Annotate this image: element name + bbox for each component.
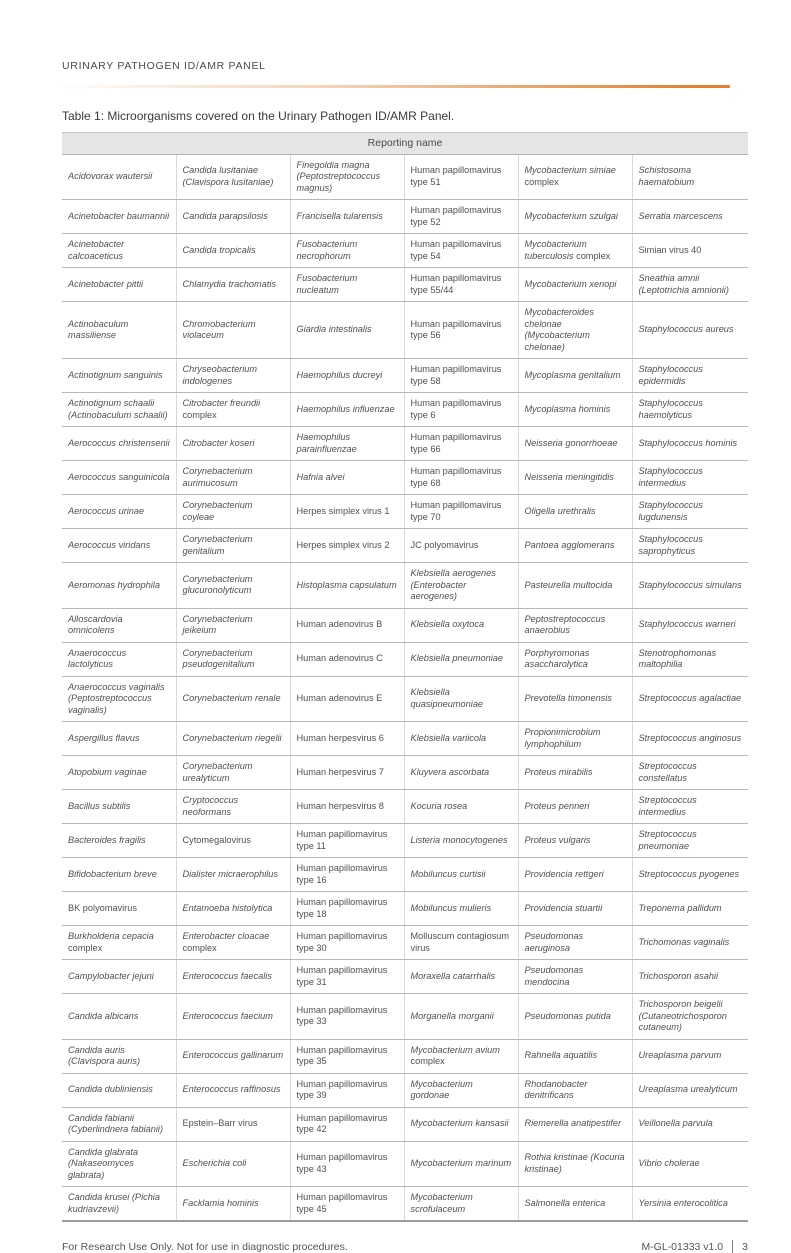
table-row	[62, 608, 748, 642]
organism-cell: Klebsiella variicola	[404, 722, 518, 756]
organism-cell: Neisseria meningitidis	[518, 461, 632, 495]
table-row	[62, 1187, 748, 1222]
organism-cell: Prevotella timonensis	[518, 676, 632, 722]
organism-cell: Human adenovirus C	[290, 642, 404, 676]
organism-cell: Listeria monocytogenes	[404, 824, 518, 858]
organism-cell: Human papillomavirus type 58	[404, 359, 518, 393]
organism-cell: Human papillomavirus type 33	[290, 994, 404, 1040]
organism-cell: Streptococcus pyogenes	[632, 858, 748, 892]
organism-cell: Actinobaculum massiliense	[62, 302, 176, 359]
table-row	[62, 926, 748, 960]
table-header-row	[62, 132, 748, 154]
organism-cell: Francisella tularensis	[290, 200, 404, 234]
page-footer	[62, 1240, 748, 1253]
organism-cell: Escherichia coli	[176, 1141, 290, 1187]
organism-cell: Human papillomavirus type 11	[290, 824, 404, 858]
organism-cell: Citrobacter freundii complex	[176, 393, 290, 427]
organism-cell: Histoplasma capsulatum	[290, 563, 404, 609]
footer-right	[641, 1240, 748, 1253]
organism-cell: Acinetobacter baumannii	[62, 200, 176, 234]
organism-cell: Corynebacterium riegelii	[176, 722, 290, 756]
organism-cell: Klebsiella pneumoniae	[404, 642, 518, 676]
organism-cell: Trichomonas vaginalis	[632, 926, 748, 960]
organism-cell: Actinotignum schaalii (Actinobaculum schaalii)	[62, 393, 176, 427]
organism-cell: Mycobacterium scrofulaceum	[404, 1187, 518, 1222]
organism-cell: Human papillomavirus type 43	[290, 1141, 404, 1187]
organism-cell: JC polyomavirus	[404, 529, 518, 563]
organism-cell: Moraxella catarrhalis	[404, 960, 518, 994]
table-row	[62, 200, 748, 234]
organism-cell: Corynebacterium jeikeium	[176, 608, 290, 642]
document-header-title: URINARY PATHOGEN ID/AMR PANEL	[62, 60, 266, 72]
organism-cell: Human papillomavirus type 6	[404, 393, 518, 427]
organism-cell: Candida albicans	[62, 994, 176, 1040]
organism-cell: Stenotrophomonas maltophilia	[632, 642, 748, 676]
table-caption: Table 1: Microorganisms covered on the Urinary Pathogen ID/AMR Panel.	[62, 108, 455, 123]
organism-cell: Human herpesvirus 8	[290, 790, 404, 824]
organism-cell: Staphylococcus intermedius	[632, 461, 748, 495]
organism-cell: Human papillomavirus type 16	[290, 858, 404, 892]
organism-cell: Proteus mirabilis	[518, 756, 632, 790]
table-row	[62, 563, 748, 609]
organism-cell: Corynebacterium pseudogenitalium	[176, 642, 290, 676]
organism-cell: Aspergillus flavus	[62, 722, 176, 756]
accent-rule-divider	[62, 85, 730, 88]
organism-cell: Candida auris (Clavispora auris)	[62, 1039, 176, 1073]
footer-disclaimer: For Research Use Only. Not for use in diagnostic procedures.	[62, 1240, 348, 1253]
organism-cell: Cytomegalovirus	[176, 824, 290, 858]
organism-cell: Enterococcus raffinosus	[176, 1073, 290, 1107]
organism-cell: Fusobacterium nucleatum	[290, 268, 404, 302]
organism-cell: Enterobacter cloacae complex	[176, 926, 290, 960]
organism-cell: Human papillomavirus type 54	[404, 234, 518, 268]
organism-cell: Staphylococcus lugdunensis	[632, 495, 748, 529]
organism-cell: Acidovorax wautersii	[62, 154, 176, 200]
organism-cell: Enterococcus faecalis	[176, 960, 290, 994]
organism-cell: Mycobacteroides chelonae (Mycobacterium chelonae)	[518, 302, 632, 359]
organism-cell: Campylobacter jejuni	[62, 960, 176, 994]
table-row	[62, 722, 748, 756]
organism-cell: Morganella morganii	[404, 994, 518, 1040]
organism-cell: Rhodanobacter denitrificans	[518, 1073, 632, 1107]
table-row	[62, 154, 748, 200]
organism-cell: Kocuria rosea	[404, 790, 518, 824]
organism-cell: Yersinia enterocolitica	[632, 1187, 748, 1222]
organism-cell: Human papillomavirus type 42	[290, 1107, 404, 1141]
organism-cell: Mobiluncus curtisii	[404, 858, 518, 892]
organism-cell: Acinetobacter calcoaceticus	[62, 234, 176, 268]
organism-cell: Human adenovirus B	[290, 608, 404, 642]
organism-cell: Mycoplasma hominis	[518, 393, 632, 427]
organism-cell: BK polyomavirus	[62, 892, 176, 926]
organism-cell: Acinetobacter pittii	[62, 268, 176, 302]
organism-cell: Ureaplasma parvum	[632, 1039, 748, 1073]
organism-cell: Mycobacterium gordonae	[404, 1073, 518, 1107]
organism-cell: Veillonella parvula	[632, 1107, 748, 1141]
organism-cell: Human papillomavirus type 70	[404, 495, 518, 529]
organism-cell: Enterococcus gallinarum	[176, 1039, 290, 1073]
organism-cell: Human papillomavirus type 30	[290, 926, 404, 960]
organism-cell: Treponema pallidum	[632, 892, 748, 926]
organism-cell: Facklamia hominis	[176, 1187, 290, 1222]
organism-cell: Proteus penneri	[518, 790, 632, 824]
organism-cell: Staphylococcus simulans	[632, 563, 748, 609]
organism-cell: Streptococcus anginosus	[632, 722, 748, 756]
organism-cell: Streptococcus pneumoniae	[632, 824, 748, 858]
organism-cell: Enterococcus faecium	[176, 994, 290, 1040]
table-row	[62, 790, 748, 824]
organism-cell: Bifidobacterium breve	[62, 858, 176, 892]
organism-cell: Bacillus subtilis	[62, 790, 176, 824]
organism-cell: Human herpesvirus 7	[290, 756, 404, 790]
organism-cell: Rahnella aquatilis	[518, 1039, 632, 1073]
organism-cell: Anaerococcus lactolyticus	[62, 642, 176, 676]
organism-cell: Pantoea agglomerans	[518, 529, 632, 563]
table-row	[62, 756, 748, 790]
organism-cell: Mycobacterium marinum	[404, 1141, 518, 1187]
organism-cell: Mycobacterium tuberculosis complex	[518, 234, 632, 268]
organism-cell: Schistosoma haematobium	[632, 154, 748, 200]
table-row	[62, 359, 748, 393]
organism-cell: Staphylococcus warneri	[632, 608, 748, 642]
table-row	[62, 1039, 748, 1073]
table-row	[62, 393, 748, 427]
organism-cell: Burkholderia cepacia complex	[62, 926, 176, 960]
organism-cell: Haemophilus parainfluenzae	[290, 427, 404, 461]
table-row	[62, 234, 748, 268]
organism-cell: Human papillomavirus type 52	[404, 200, 518, 234]
organism-cell: Oligella urethralis	[518, 495, 632, 529]
organism-cell: Klebsiella aerogenes (Enterobacter aerogenes)	[404, 563, 518, 609]
table-row	[62, 529, 748, 563]
organism-cell: Staphylococcus epidermidis	[632, 359, 748, 393]
table-row	[62, 642, 748, 676]
organism-cell: Ureaplasma urealyticum	[632, 1073, 748, 1107]
organism-cell: Human papillomavirus type 56	[404, 302, 518, 359]
organism-cell: Corynebacterium coyleae	[176, 495, 290, 529]
footer-page-number: 3	[742, 1240, 748, 1253]
organism-cell: Streptococcus agalactiae	[632, 676, 748, 722]
organism-cell: Mycobacterium simiae complex	[518, 154, 632, 200]
table-row	[62, 427, 748, 461]
organism-cell: Human papillomavirus type 68	[404, 461, 518, 495]
organism-cell: Corynebacterium urealyticum	[176, 756, 290, 790]
microorganism-table	[62, 132, 748, 1223]
organism-cell: Riemerella anatipestifer	[518, 1107, 632, 1141]
organism-cell: Anaerococcus vaginalis (Peptostreptococcus vaginalis)	[62, 676, 176, 722]
organism-cell: Simian virus 40	[632, 234, 748, 268]
table-row	[62, 676, 748, 722]
organism-cell: Human papillomavirus type 31	[290, 960, 404, 994]
organism-cell: Human adenovirus E	[290, 676, 404, 722]
organism-cell: Mobiluncus mulieris	[404, 892, 518, 926]
organism-cell: Aerococcus urinae	[62, 495, 176, 529]
organism-cell: Candida krusei (Pichia kudriavzevii)	[62, 1187, 176, 1222]
organism-cell: Kluyvera ascorbata	[404, 756, 518, 790]
organism-cell: Candida dubliniensis	[62, 1073, 176, 1107]
organism-cell: Providencia rettgeri	[518, 858, 632, 892]
organism-cell: Klebsiella oxytoca	[404, 608, 518, 642]
organism-cell: Staphylococcus hominis	[632, 427, 748, 461]
organism-cell: Staphylococcus saprophyticus	[632, 529, 748, 563]
organism-cell: Bacteroides fragilis	[62, 824, 176, 858]
organism-cell: Peptostreptococcus anaerobius	[518, 608, 632, 642]
organism-cell: Providencia stuartii	[518, 892, 632, 926]
organism-cell: Mycobacterium avium complex	[404, 1039, 518, 1073]
organism-cell: Streptococcus intermedius	[632, 790, 748, 824]
organism-cell: Hafnia alvei	[290, 461, 404, 495]
organism-cell: Cryptococcus neoformans	[176, 790, 290, 824]
organism-cell: Candida fabianii (Cyberlindnera fabianii)	[62, 1107, 176, 1141]
organism-cell: Actinotignum sanguinis	[62, 359, 176, 393]
organism-cell: Streptococcus constellatus	[632, 756, 748, 790]
organism-cell: Corynebacterium glucuronolyticum	[176, 563, 290, 609]
organism-cell: Molluscum contagiosum virus	[404, 926, 518, 960]
organism-cell: Aeromonas hydrophila	[62, 563, 176, 609]
table-row	[62, 1073, 748, 1107]
organism-cell: Mycobacterium szulgai	[518, 200, 632, 234]
organism-cell: Candida tropicalis	[176, 234, 290, 268]
organism-cell: Proteus vulgaris	[518, 824, 632, 858]
organism-cell: Human herpesvirus 6	[290, 722, 404, 756]
organism-cell: Herpes simplex virus 2	[290, 529, 404, 563]
table-row	[62, 268, 748, 302]
organism-cell: Human papillomavirus type 45	[290, 1187, 404, 1222]
organism-cell: Mycobacterium xenopi	[518, 268, 632, 302]
table-row	[62, 302, 748, 359]
footer-doc-code: M-GL-01333 v1.0	[641, 1240, 724, 1253]
organism-cell: Corynebacterium genitalium	[176, 529, 290, 563]
organism-cell: Alloscardovia omnicolens	[62, 608, 176, 642]
organism-cell: Trichosporon beigelii (Cutaneotrichosporon cutaneum)	[632, 994, 748, 1040]
organism-cell: Pseudomonas mendocina	[518, 960, 632, 994]
organism-cell: Human papillomavirus type 51	[404, 154, 518, 200]
organism-cell: Aerococcus sanguinicola	[62, 461, 176, 495]
organism-cell: Human papillomavirus type 66	[404, 427, 518, 461]
organism-cell: Human papillomavirus type 39	[290, 1073, 404, 1107]
table-row	[62, 994, 748, 1040]
organism-cell: Haemophilus influenzae	[290, 393, 404, 427]
organism-cell: Corynebacterium renale	[176, 676, 290, 722]
organism-cell: Serratia marcescens	[632, 200, 748, 234]
organism-cell: Corynebacterium aurimucosum	[176, 461, 290, 495]
organism-cell: Atopobium vaginae	[62, 756, 176, 790]
organism-cell: Giardia intestinalis	[290, 302, 404, 359]
organism-cell: Porphyromonas asaccharolytica	[518, 642, 632, 676]
table-row	[62, 858, 748, 892]
table-row	[62, 892, 748, 926]
table-row	[62, 960, 748, 994]
organism-cell: Chlamydia trachomatis	[176, 268, 290, 302]
organism-cell: Salmonella enterica	[518, 1187, 632, 1222]
organism-cell: Finegoldia magna (Peptostreptococcus magnus)	[290, 154, 404, 200]
organism-cell: Sneathia amnii (Leptotrichia amnionii)	[632, 268, 748, 302]
table-row	[62, 495, 748, 529]
table-row	[62, 1107, 748, 1141]
organism-cell: Pseudomonas putida	[518, 994, 632, 1040]
organism-cell: Candida parapsilosis	[176, 200, 290, 234]
organism-cell: Staphylococcus aureus	[632, 302, 748, 359]
organism-cell: Candida glabrata (Nakaseomyces glabrata)	[62, 1141, 176, 1187]
organism-cell: Human papillomavirus type 55/44	[404, 268, 518, 302]
reporting-name-header: Reporting name	[62, 132, 748, 154]
organism-cell: Vibrio cholerae	[632, 1141, 748, 1187]
organism-cell: Pseudomonas aeruginosa	[518, 926, 632, 960]
organism-cell: Mycoplasma genitalium	[518, 359, 632, 393]
organism-cell: Citrobacter koseri	[176, 427, 290, 461]
organism-cell: Candida lusitaniae (Clavispora lusitaniae)	[176, 154, 290, 200]
footer-separator	[732, 1240, 733, 1253]
organism-cell: Trichosporon asahii	[632, 960, 748, 994]
organism-cell: Rothia kristinae (Kocuria kristinae)	[518, 1141, 632, 1187]
organism-cell: Epstein–Barr virus	[176, 1107, 290, 1141]
organism-cell: Propionimicrobium lymphophilum	[518, 722, 632, 756]
organism-cell: Chryseobacterium indologenes	[176, 359, 290, 393]
organism-cell: Aerococcus christensenii	[62, 427, 176, 461]
table-row	[62, 461, 748, 495]
organism-cell: Haemophilus ducreyi	[290, 359, 404, 393]
organism-cell: Dialister micraerophilus	[176, 858, 290, 892]
organism-cell: Aerococcus viridans	[62, 529, 176, 563]
page-content	[62, 0, 748, 1253]
organism-cell: Fusobacterium necrophorum	[290, 234, 404, 268]
organism-cell: Entamoeba histolytica	[176, 892, 290, 926]
table-row	[62, 824, 748, 858]
organism-cell: Herpes simplex virus 1	[290, 495, 404, 529]
organism-cell: Pasteurella multocida	[518, 563, 632, 609]
organism-cell: Neisseria gonorrhoeae	[518, 427, 632, 461]
organism-cell: Human papillomavirus type 35	[290, 1039, 404, 1073]
organism-cell: Mycobacterium kansasii	[404, 1107, 518, 1141]
table-row	[62, 1141, 748, 1187]
organism-cell: Chromobacterium violaceum	[176, 302, 290, 359]
organism-cell: Human papillomavirus type 18	[290, 892, 404, 926]
organism-cell: Klebsiella quasipneumoniae	[404, 676, 518, 722]
organism-cell: Staphylococcus haemolyticus	[632, 393, 748, 427]
